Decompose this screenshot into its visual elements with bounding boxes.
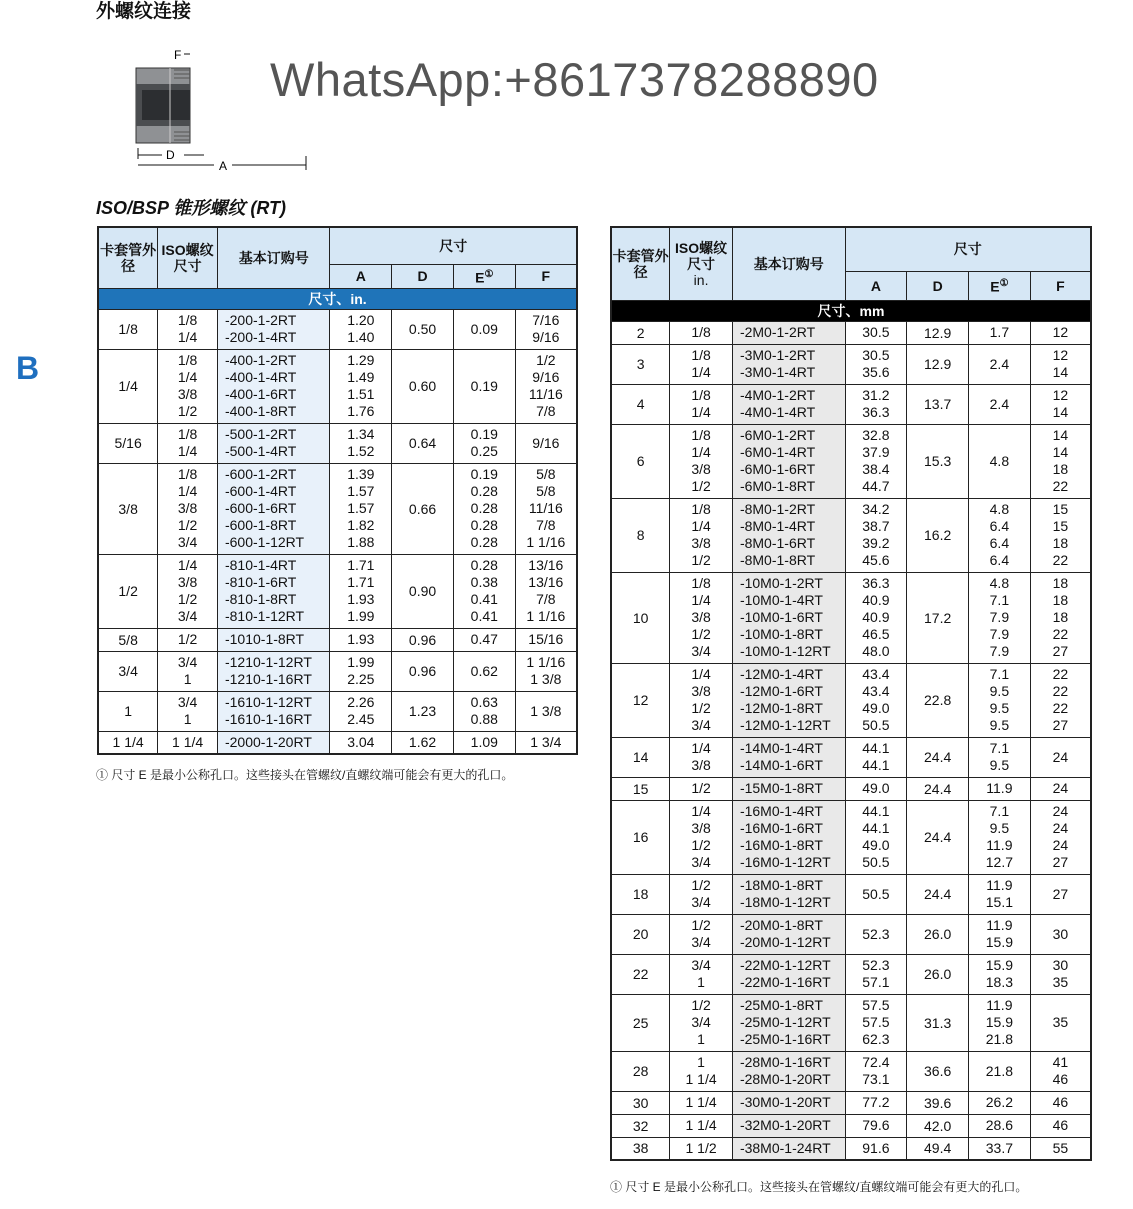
cell-orders: -6M0-1-2RT -6M0-1-4RT -6M0-1-6RT -6M0-1-8RT bbox=[732, 424, 845, 498]
header-iso-size: ISO螺纹尺寸 in. bbox=[670, 227, 733, 300]
cell-orders: -3M0-1-2RT -3M0-1-4RT bbox=[732, 344, 845, 384]
cell-a: 34.2 38.7 39.2 45.6 bbox=[845, 498, 907, 572]
cell-f: 27 bbox=[1030, 874, 1091, 914]
cell-orders: -28M0-1-16RT -28M0-1-20RT bbox=[732, 1051, 845, 1091]
header-iso-size: ISO螺纹尺寸 bbox=[158, 227, 218, 288]
cell-orders: -20M0-1-8RT -20M0-1-12RT bbox=[732, 914, 845, 954]
table-row bbox=[611, 424, 1091, 498]
cell-f: 5/8 5/8 11/16 7/8 1 1/16 bbox=[515, 463, 577, 554]
cell-f: 55 bbox=[1030, 1137, 1091, 1160]
cell-od: 4 bbox=[611, 384, 670, 424]
drawing-label-a: A bbox=[219, 159, 228, 173]
cell-od: 1 1/4 bbox=[98, 731, 158, 754]
cell-a: 43.4 43.4 49.0 50.5 bbox=[845, 663, 907, 737]
cell-a: 31.2 36.3 bbox=[845, 384, 907, 424]
cell-a: 77.2 bbox=[845, 1091, 907, 1114]
unit-bar-inch: 尺寸、in. bbox=[98, 288, 577, 309]
header-tube-od: 卡套管外径 bbox=[98, 227, 158, 288]
cell-f: 46 bbox=[1030, 1114, 1091, 1137]
cell-f: 1 1/16 1 3/8 bbox=[515, 651, 577, 691]
cell-e: 4.8 bbox=[969, 424, 1031, 498]
cell-orders: -32M0-1-20RT bbox=[732, 1114, 845, 1137]
cell-d: 24.4 bbox=[907, 874, 969, 914]
cell-orders: -4M0-1-2RT -4M0-1-4RT bbox=[732, 384, 845, 424]
table-row bbox=[611, 321, 1091, 344]
cell-f: 1 3/8 bbox=[515, 691, 577, 731]
cell-d: 0.50 bbox=[392, 309, 454, 349]
cell-sizes: 1 1/4 bbox=[670, 1091, 733, 1114]
cell-od: 25 bbox=[611, 994, 670, 1051]
cell-a: 1.20 1.40 bbox=[330, 309, 392, 349]
cell-e: 1.7 bbox=[969, 321, 1031, 344]
cell-od: 28 bbox=[611, 1051, 670, 1091]
cell-orders: -12M0-1-4RT -12M0-1-6RT -12M0-1-8RT -12M0-1-12RT bbox=[732, 663, 845, 737]
cell-a: 1.39 1.57 1.57 1.82 1.88 bbox=[330, 463, 392, 554]
unit-bar-mm: 尺寸、mm bbox=[611, 300, 1091, 321]
table-row bbox=[611, 1051, 1091, 1091]
cell-sizes: 1/2 bbox=[670, 777, 733, 800]
cell-e: 28.6 bbox=[969, 1114, 1031, 1137]
page-title: 外螺纹连接 bbox=[96, 0, 192, 22]
cell-f: 15/16 bbox=[515, 628, 577, 651]
cell-a: 49.0 bbox=[845, 777, 907, 800]
cell-a: 36.3 40.9 40.9 46.5 48.0 bbox=[845, 572, 907, 663]
cell-a: 32.8 37.9 38.4 44.7 bbox=[845, 424, 907, 498]
cell-e: 11.9 15.1 bbox=[969, 874, 1031, 914]
cell-f: 30 35 bbox=[1030, 954, 1091, 994]
cell-od: 10 bbox=[611, 572, 670, 663]
header-d: D bbox=[392, 264, 454, 288]
cell-sizes: 1 1/4 bbox=[670, 1114, 733, 1137]
cell-sizes: 3/4 1 bbox=[158, 651, 218, 691]
cell-f: 24 bbox=[1030, 737, 1091, 777]
table-row bbox=[98, 349, 577, 423]
table-row bbox=[611, 874, 1091, 914]
table-row bbox=[98, 463, 577, 554]
cell-orders: -25M0-1-8RT -25M0-1-12RT -25M0-1-16RT bbox=[732, 994, 845, 1051]
cell-sizes: 1/2 3/4 1 bbox=[670, 994, 733, 1051]
cell-sizes: 1/8 1/4 bbox=[670, 344, 733, 384]
table-row bbox=[611, 344, 1091, 384]
cell-f: 14 14 18 22 bbox=[1030, 424, 1091, 498]
cell-sizes: 1/8 1/4 bbox=[158, 423, 218, 463]
cell-d: 22.8 bbox=[907, 663, 969, 737]
cell-f: 7/16 9/16 bbox=[515, 309, 577, 349]
cell-od: 1 bbox=[98, 691, 158, 731]
cell-e: 0.19 bbox=[453, 349, 515, 423]
cell-f: 12 14 bbox=[1030, 384, 1091, 424]
cell-d: 0.64 bbox=[392, 423, 454, 463]
cell-sizes: 1/8 1/4 3/8 1/2 bbox=[158, 349, 218, 423]
cell-f: 41 46 bbox=[1030, 1051, 1091, 1091]
cell-sizes: 1/8 1/4 bbox=[670, 384, 733, 424]
footnote-mm: ① 尺寸 E 是最小公称孔口。这些接头在管螺纹/直螺纹端可能会有更大的孔口。 bbox=[610, 1180, 1028, 1194]
cell-a: 50.5 bbox=[845, 874, 907, 914]
cell-a: 1.34 1.52 bbox=[330, 423, 392, 463]
cell-od: 1/4 bbox=[98, 349, 158, 423]
cell-d: 24.4 bbox=[907, 777, 969, 800]
section-letter: B bbox=[16, 350, 40, 386]
table-row bbox=[611, 994, 1091, 1051]
header-f: F bbox=[515, 264, 577, 288]
cell-d: 0.66 bbox=[392, 463, 454, 554]
cell-orders: -1610-1-12RT -1610-1-16RT bbox=[217, 691, 329, 731]
cell-f: 24 24 24 27 bbox=[1030, 800, 1091, 874]
table-row bbox=[98, 651, 577, 691]
cell-e: 0.47 bbox=[453, 628, 515, 651]
cell-sizes: 1/2 3/4 bbox=[670, 874, 733, 914]
cell-sizes: 1/2 3/4 bbox=[670, 914, 733, 954]
cell-a: 1.29 1.49 1.51 1.76 bbox=[330, 349, 392, 423]
cell-f: 15 15 18 22 bbox=[1030, 498, 1091, 572]
cell-e: 26.2 bbox=[969, 1091, 1031, 1114]
cell-orders: -2M0-1-2RT bbox=[732, 321, 845, 344]
cell-od: 5/16 bbox=[98, 423, 158, 463]
cell-orders: -600-1-2RT -600-1-4RT -600-1-6RT -600-1-8RT -600-1-12RT bbox=[217, 463, 329, 554]
cell-e: 11.9 15.9 21.8 bbox=[969, 994, 1031, 1051]
header-dimensions: 尺寸 bbox=[330, 227, 577, 264]
cell-orders: -400-1-2RT -400-1-4RT -400-1-6RT -400-1-8RT bbox=[217, 349, 329, 423]
cell-d: 24.4 bbox=[907, 800, 969, 874]
table-row bbox=[611, 914, 1091, 954]
cell-orders: -18M0-1-8RT -18M0-1-12RT bbox=[732, 874, 845, 914]
cell-e: 4.8 7.1 7.9 7.9 7.9 bbox=[969, 572, 1031, 663]
cell-sizes: 1 1/2 bbox=[670, 1137, 733, 1160]
table-row bbox=[611, 1137, 1091, 1160]
cell-e: 2.4 bbox=[969, 384, 1031, 424]
cell-a: 52.3 57.1 bbox=[845, 954, 907, 994]
table-row bbox=[611, 800, 1091, 874]
cell-f: 46 bbox=[1030, 1091, 1091, 1114]
cell-orders: -30M0-1-20RT bbox=[732, 1091, 845, 1114]
cell-e: 11.9 bbox=[969, 777, 1031, 800]
cell-e: 15.9 18.3 bbox=[969, 954, 1031, 994]
cell-f: 1 3/4 bbox=[515, 731, 577, 754]
cell-e: 0.09 bbox=[453, 309, 515, 349]
table-row bbox=[98, 691, 577, 731]
cell-orders: -22M0-1-12RT -22M0-1-16RT bbox=[732, 954, 845, 994]
cell-f: 9/16 bbox=[515, 423, 577, 463]
cell-d: 0.96 bbox=[392, 628, 454, 651]
cell-d: 15.3 bbox=[907, 424, 969, 498]
header-e: E① bbox=[453, 264, 515, 288]
cell-d: 42.0 bbox=[907, 1114, 969, 1137]
cell-orders: -1010-1-8RT bbox=[217, 628, 329, 651]
cell-sizes: 1/8 1/4 bbox=[158, 309, 218, 349]
table-row bbox=[611, 498, 1091, 572]
cell-sizes: 3/4 1 bbox=[158, 691, 218, 731]
cell-od: 22 bbox=[611, 954, 670, 994]
cell-sizes: 1/4 3/8 bbox=[670, 737, 733, 777]
table-row bbox=[98, 309, 577, 349]
cell-a: 72.4 73.1 bbox=[845, 1051, 907, 1091]
cell-e: 0.19 0.28 0.28 0.28 0.28 bbox=[453, 463, 515, 554]
cell-a: 44.1 44.1 bbox=[845, 737, 907, 777]
cell-d: 12.9 bbox=[907, 321, 969, 344]
cell-sizes: 1/4 3/8 1/2 3/4 bbox=[670, 800, 733, 874]
header-order-no: 基本订购号 bbox=[217, 227, 329, 288]
table-row bbox=[98, 731, 577, 754]
cell-orders: -810-1-4RT -810-1-6RT -810-1-8RT -810-1-12RT bbox=[217, 554, 329, 628]
cell-orders: -200-1-2RT -200-1-4RT bbox=[217, 309, 329, 349]
cell-a: 57.5 57.5 62.3 bbox=[845, 994, 907, 1051]
cell-od: 20 bbox=[611, 914, 670, 954]
cell-d: 13.7 bbox=[907, 384, 969, 424]
cell-sizes: 1/8 1/4 3/8 1/2 bbox=[670, 424, 733, 498]
cell-od: 3/8 bbox=[98, 463, 158, 554]
cell-a: 44.1 44.1 49.0 50.5 bbox=[845, 800, 907, 874]
cell-od: 12 bbox=[611, 663, 670, 737]
cell-d: 16.2 bbox=[907, 498, 969, 572]
cell-d: 12.9 bbox=[907, 344, 969, 384]
table-row bbox=[611, 954, 1091, 994]
cell-e: 7.1 9.5 bbox=[969, 737, 1031, 777]
cell-sizes: 1 1 1/4 bbox=[670, 1051, 733, 1091]
cell-d: 24.4 bbox=[907, 737, 969, 777]
cell-d: 1.62 bbox=[392, 731, 454, 754]
cell-sizes: 1/8 1/4 3/8 1/2 bbox=[670, 498, 733, 572]
cell-a: 1.99 2.25 bbox=[330, 651, 392, 691]
table-row bbox=[98, 423, 577, 463]
cell-sizes: 1 1/4 bbox=[158, 731, 218, 754]
cell-orders: -500-1-2RT -500-1-4RT bbox=[217, 423, 329, 463]
cell-od: 8 bbox=[611, 498, 670, 572]
cell-od: 18 bbox=[611, 874, 670, 914]
dimension-table-mm bbox=[610, 226, 1092, 1161]
cell-od: 1/8 bbox=[98, 309, 158, 349]
cell-d: 1.23 bbox=[392, 691, 454, 731]
cell-orders: -2000-1-20RT bbox=[217, 731, 329, 754]
table-row bbox=[98, 628, 577, 651]
cell-od: 32 bbox=[611, 1114, 670, 1137]
header-a: A bbox=[845, 271, 907, 300]
cell-e: 0.28 0.38 0.41 0.41 bbox=[453, 554, 515, 628]
cell-sizes: 1/2 bbox=[158, 628, 218, 651]
table-row bbox=[611, 1091, 1091, 1114]
cell-od: 3/4 bbox=[98, 651, 158, 691]
cell-od: 3 bbox=[611, 344, 670, 384]
cell-od: 30 bbox=[611, 1091, 670, 1114]
cell-sizes: 1/4 3/8 1/2 3/4 bbox=[158, 554, 218, 628]
cell-od: 15 bbox=[611, 777, 670, 800]
cell-sizes: 3/4 1 bbox=[670, 954, 733, 994]
cell-f: 35 bbox=[1030, 994, 1091, 1051]
cell-d: 26.0 bbox=[907, 914, 969, 954]
cell-sizes: 1/8 1/4 3/8 1/2 3/4 bbox=[670, 572, 733, 663]
cell-a: 3.04 bbox=[330, 731, 392, 754]
cell-a: 52.3 bbox=[845, 914, 907, 954]
cell-f: 12 bbox=[1030, 321, 1091, 344]
header-order-no: 基本订购号 bbox=[732, 227, 845, 300]
cell-orders: -1210-1-12RT -1210-1-16RT bbox=[217, 651, 329, 691]
cell-d: 39.6 bbox=[907, 1091, 969, 1114]
cell-orders: -8M0-1-2RT -8M0-1-4RT -8M0-1-6RT -8M0-1-8RT bbox=[732, 498, 845, 572]
cell-orders: -10M0-1-2RT -10M0-1-4RT -10M0-1-6RT -10M0-1-8RT -10M0-1-12RT bbox=[732, 572, 845, 663]
cell-sizes: 1/4 3/8 1/2 3/4 bbox=[670, 663, 733, 737]
cell-f: 18 18 18 22 27 bbox=[1030, 572, 1091, 663]
cell-f: 1/2 9/16 11/16 7/8 bbox=[515, 349, 577, 423]
cell-sizes: 1/8 bbox=[670, 321, 733, 344]
table-row bbox=[98, 554, 577, 628]
cell-d: 0.60 bbox=[392, 349, 454, 423]
cell-f: 24 bbox=[1030, 777, 1091, 800]
cell-e: 33.7 bbox=[969, 1137, 1031, 1160]
table-row bbox=[611, 572, 1091, 663]
header-tube-od: 卡套管外径 bbox=[611, 227, 670, 300]
cell-e: 21.8 bbox=[969, 1051, 1031, 1091]
table-row bbox=[611, 1114, 1091, 1137]
cell-d: 0.90 bbox=[392, 554, 454, 628]
cell-e: 4.8 6.4 6.4 6.4 bbox=[969, 498, 1031, 572]
cell-f: 30 bbox=[1030, 914, 1091, 954]
footnote-inch: ① 尺寸 E 是最小公称孔口。这些接头在管螺纹/直螺纹端可能会有更大的孔口。 bbox=[96, 768, 514, 782]
cell-d: 26.0 bbox=[907, 954, 969, 994]
header-d: D bbox=[907, 271, 969, 300]
cell-a: 2.26 2.45 bbox=[330, 691, 392, 731]
header-dimensions: 尺寸 bbox=[845, 227, 1091, 271]
cell-od: 38 bbox=[611, 1137, 670, 1160]
cell-e: 7.1 9.5 11.9 12.7 bbox=[969, 800, 1031, 874]
cell-od: 5/8 bbox=[98, 628, 158, 651]
cell-f: 13/16 13/16 7/8 1 1/16 bbox=[515, 554, 577, 628]
cell-a: 91.6 bbox=[845, 1137, 907, 1160]
table-row bbox=[611, 777, 1091, 800]
cell-od: 6 bbox=[611, 424, 670, 498]
table-row bbox=[611, 737, 1091, 777]
cell-orders: -38M0-1-24RT bbox=[732, 1137, 845, 1160]
cell-a: 1.71 1.71 1.93 1.99 bbox=[330, 554, 392, 628]
header-e: E① bbox=[969, 271, 1031, 300]
drawing-label-d: D bbox=[166, 148, 175, 162]
cell-orders: -14M0-1-4RT -14M0-1-6RT bbox=[732, 737, 845, 777]
cell-e: 2.4 bbox=[969, 344, 1031, 384]
cell-e: 11.9 15.9 bbox=[969, 914, 1031, 954]
cell-orders: -15M0-1-8RT bbox=[732, 777, 845, 800]
cell-e: 1.09 bbox=[453, 731, 515, 754]
header-f: F bbox=[1030, 271, 1091, 300]
cell-f: 22 22 22 27 bbox=[1030, 663, 1091, 737]
cell-e: 0.63 0.88 bbox=[453, 691, 515, 731]
cell-od: 1/2 bbox=[98, 554, 158, 628]
watermark-text: WhatsApp:+8617378288890 bbox=[270, 53, 879, 106]
dimension-table-inch bbox=[97, 226, 578, 755]
cell-od: 2 bbox=[611, 321, 670, 344]
cell-d: 36.6 bbox=[907, 1051, 969, 1091]
cell-e: 0.19 0.25 bbox=[453, 423, 515, 463]
cell-d: 49.4 bbox=[907, 1137, 969, 1160]
cell-d: 0.96 bbox=[392, 651, 454, 691]
cell-e: 7.1 9.5 9.5 9.5 bbox=[969, 663, 1031, 737]
cell-od: 16 bbox=[611, 800, 670, 874]
table-row bbox=[611, 663, 1091, 737]
drawing-label-f: F bbox=[174, 48, 182, 62]
cell-d: 31.3 bbox=[907, 994, 969, 1051]
cell-od: 14 bbox=[611, 737, 670, 777]
table-row bbox=[611, 384, 1091, 424]
cell-a: 30.5 35.6 bbox=[845, 344, 907, 384]
header-a: A bbox=[330, 264, 392, 288]
cell-a: 79.6 bbox=[845, 1114, 907, 1137]
section-heading: ISO/BSP 锥形螺纹 (RT) bbox=[96, 198, 287, 218]
cell-sizes: 1/8 1/4 3/8 1/2 3/4 bbox=[158, 463, 218, 554]
cell-d: 17.2 bbox=[907, 572, 969, 663]
cell-a: 30.5 bbox=[845, 321, 907, 344]
cell-orders: -16M0-1-4RT -16M0-1-6RT -16M0-1-8RT -16M0-1-12RT bbox=[732, 800, 845, 874]
cell-f: 12 14 bbox=[1030, 344, 1091, 384]
cell-e: 0.62 bbox=[453, 651, 515, 691]
cell-a: 1.93 bbox=[330, 628, 392, 651]
